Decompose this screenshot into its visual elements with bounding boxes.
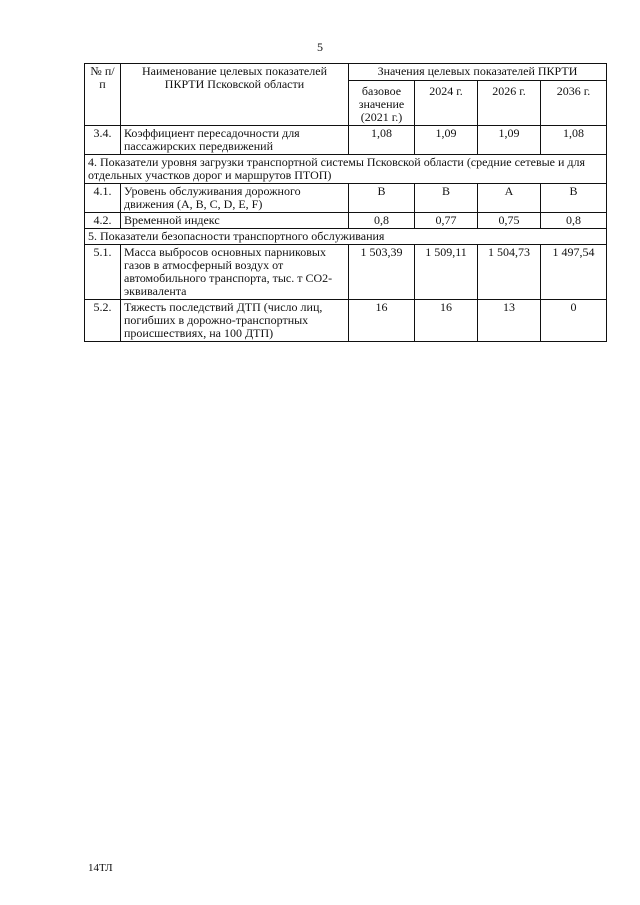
row-value-2026: 0,75 (478, 213, 541, 229)
row-value-2026: 1 504,73 (478, 245, 541, 300)
row-num: 3.4. (85, 126, 121, 155)
header-values-group: Значения целевых показателей ПКРТИ (349, 64, 607, 81)
row-value-2036: 1,08 (541, 126, 607, 155)
table-row (85, 184, 607, 213)
header-num: № п/п (85, 64, 121, 126)
section-row (85, 229, 607, 245)
row-value-2024: 16 (415, 300, 478, 342)
row-name: Временной индекс (121, 213, 349, 229)
row-value-2024: 1,09 (415, 126, 478, 155)
row-name: Уровень обслуживания дорожного движения (A, B, C, D, E, F) (121, 184, 349, 213)
section-title: 5. Показатели безопасности транспортного обслуживания (85, 229, 607, 245)
row-num: 4.1. (85, 184, 121, 213)
indicators-table (84, 63, 607, 342)
header-col-2026: 2026 г. (478, 81, 541, 126)
row-name: Тяжесть последствий ДТП (число лиц, погибших в дорожно-транспортных происшествиях, на 100 ДТП) (121, 300, 349, 342)
row-value-base: 0,8 (349, 213, 415, 229)
row-value-2024: 0,77 (415, 213, 478, 229)
row-name: Коэффициент пересадочности для пассажирских передвижений (121, 126, 349, 155)
row-value-2036: 1 497,54 (541, 245, 607, 300)
row-value-2036: B (541, 184, 607, 213)
header-col-2036: 2036 г. (541, 81, 607, 126)
row-name: Масса выбросов основных парниковых газов в атмосферный воздух от автомобильного транспорта, тыс. т CO2-эквивалента (121, 245, 349, 300)
table-header-row (85, 64, 607, 81)
row-num: 5.2. (85, 300, 121, 342)
header-name: Наименование целевых показателей ПКРТИ Псковской области (121, 64, 349, 126)
header-col-base: базовое значение (2021 г.) (349, 81, 415, 126)
row-value-2026: 13 (478, 300, 541, 342)
table-row (85, 126, 607, 155)
page-number: 5 (317, 40, 323, 54)
table-row (85, 300, 607, 342)
row-value-2036: 0,8 (541, 213, 607, 229)
row-num: 4.2. (85, 213, 121, 229)
section-row (85, 155, 607, 184)
header-col-2024: 2024 г. (415, 81, 478, 126)
row-value-2026: 1,09 (478, 126, 541, 155)
footer-code: 14ТЛ (88, 862, 113, 874)
section-title: 4. Показатели уровня загрузки транспортной системы Псковской области (средние сетевые и для отдельных участков дорог и маршрутов ПТОП) (85, 155, 607, 184)
row-num: 5.1. (85, 245, 121, 300)
row-value-2024: B (415, 184, 478, 213)
row-value-2026: A (478, 184, 541, 213)
row-value-base: 16 (349, 300, 415, 342)
table-row (85, 213, 607, 229)
row-value-2036: 0 (541, 300, 607, 342)
table-row (85, 245, 607, 300)
row-value-base: B (349, 184, 415, 213)
row-value-base: 1,08 (349, 126, 415, 155)
row-value-base: 1 503,39 (349, 245, 415, 300)
row-value-2024: 1 509,11 (415, 245, 478, 300)
